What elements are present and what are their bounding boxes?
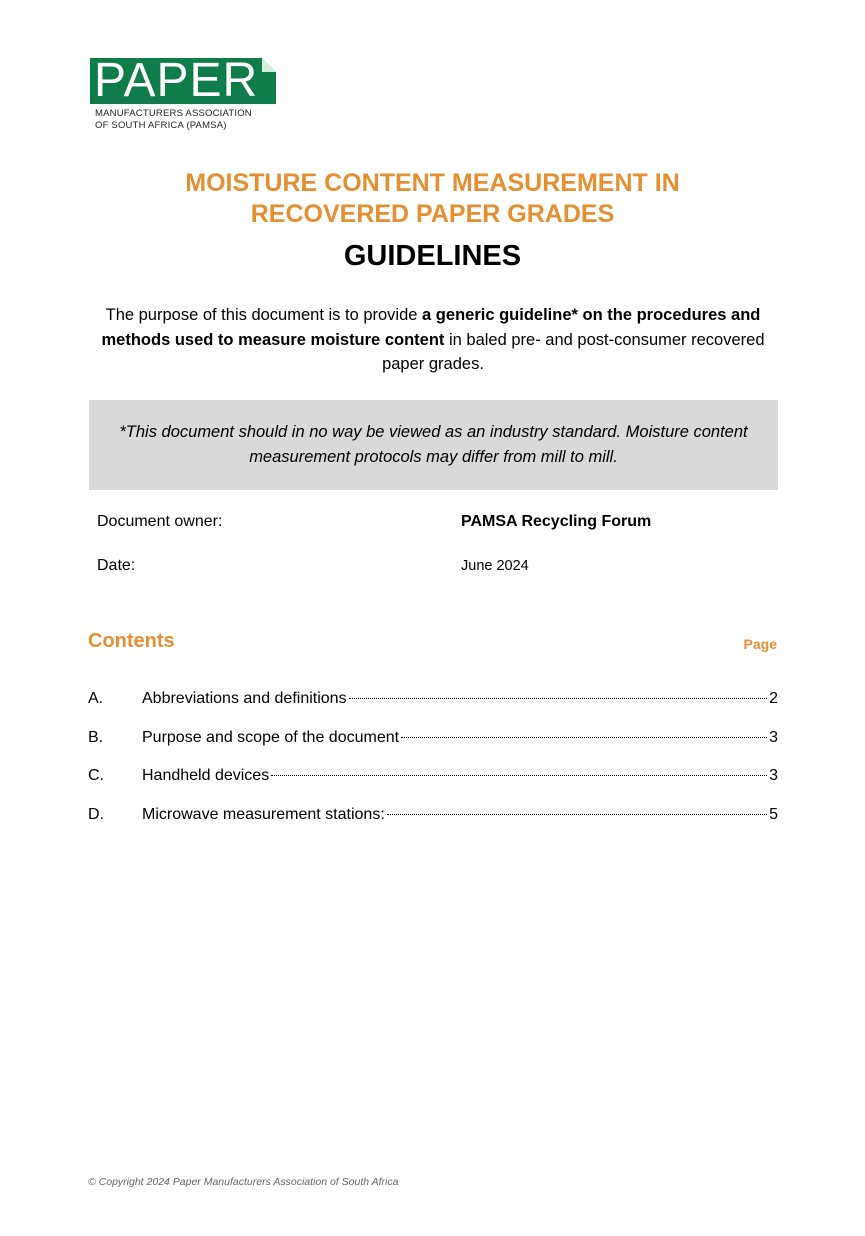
disclaimer-box (89, 400, 778, 490)
owner-label: Document owner: (97, 513, 223, 530)
toc-letter: D. (88, 805, 104, 823)
toc-page: 3 (769, 728, 778, 746)
table-of-contents (88, 690, 778, 844)
purpose-statement (90, 303, 776, 377)
toc-leader (401, 737, 767, 738)
logo-mark (90, 54, 276, 107)
owner-value: PAMSA Recycling Forum (461, 513, 652, 530)
toc-leader (387, 814, 767, 815)
purpose-text-2: in baled pre- and post-consumer recovered paper grades. (382, 330, 765, 373)
toc-item-a[interactable] (88, 690, 778, 729)
toc-title: Purpose and scope of the document (142, 728, 400, 746)
toc-title: Abbreviations and definitions (142, 690, 347, 707)
toc-item-d[interactable] (88, 806, 778, 845)
pamsa-logo (90, 54, 280, 132)
logo-fold-flap (262, 58, 276, 72)
toc-title: Handheld devices (142, 767, 270, 784)
date-label: Date: (97, 557, 136, 574)
page-column-heading: Page (743, 636, 777, 652)
toc-item-b[interactable] (88, 729, 778, 768)
toc-letter: C. (88, 767, 104, 784)
logo-word: PAPER (94, 54, 259, 107)
document-title (0, 168, 865, 230)
title-line1: MOISTURE CONTENT MEASUREMENT IN (185, 169, 680, 197)
toc-page: 3 (769, 767, 778, 784)
toc-letter: B. (88, 728, 104, 746)
purpose-text-bold: a generic guideline* on the procedures and methods used to measure moisture content (101, 306, 761, 349)
toc-item-c[interactable] (88, 767, 778, 806)
toc-page: 5 (769, 805, 778, 823)
logo-subtitle (90, 108, 280, 132)
toc-leader (271, 775, 767, 776)
contents-heading: Contents (88, 630, 175, 652)
document-subtitle: GUIDELINES (343, 240, 522, 272)
toc-leader (349, 698, 768, 699)
copyright-footer: © Copyright 2024 Paper Manufacturers Association of South Africa (88, 1176, 399, 1188)
toc-page: 2 (769, 690, 778, 707)
logo-subtitle-line1: MANUFACTURERS ASSOCIATION (95, 108, 252, 119)
toc-title: Microwave measurement stations: (142, 805, 385, 823)
title-line2: RECOVERED PAPER GRADES (250, 200, 615, 228)
purpose-text-1: The purpose of this document is to provide (105, 306, 423, 324)
date-value: June 2024 (461, 558, 529, 574)
logo-subtitle-line2: OF SOUTH AFRICA (PAMSA) (95, 120, 227, 131)
toc-letter: A. (88, 690, 104, 707)
disclaimer-text: *This document should in no way be viewed as an industry standard. Moisture content measurement protocols may differ from mill to mill. (119, 423, 748, 466)
